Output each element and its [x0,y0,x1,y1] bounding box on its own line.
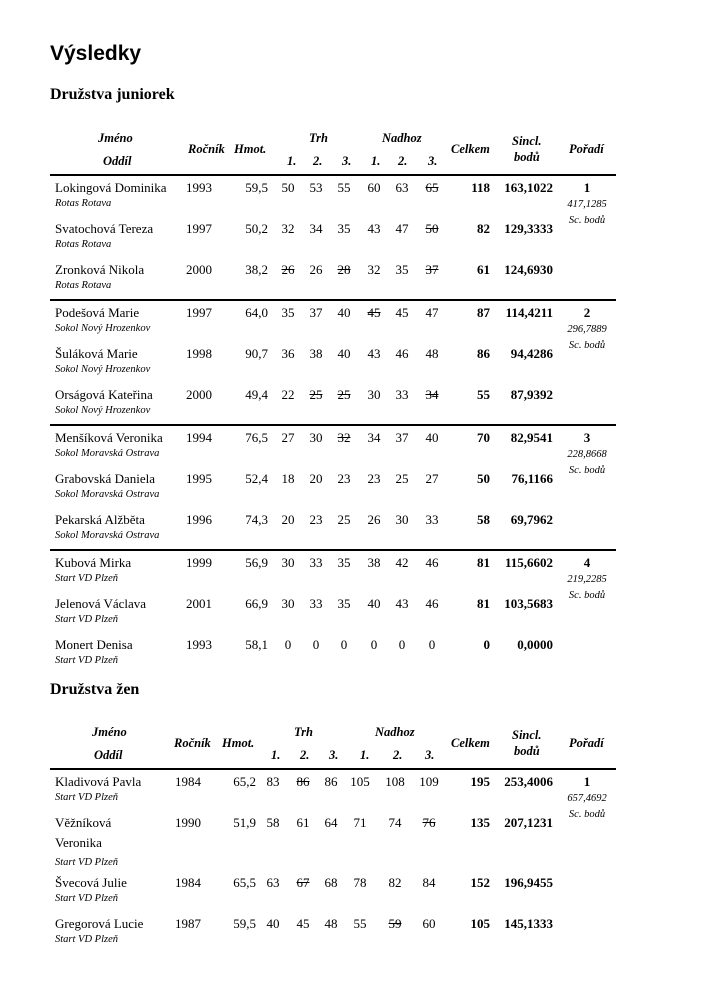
snatch-attempt-2: 23 [309,512,323,527]
athlete-total: 70 [477,430,490,445]
clean-jerk-attempt-1: 0 [370,637,378,652]
table-row [50,633,616,674]
athlete-name: Kladivová Pavla [55,774,142,789]
snatch-attempt-2: 26 [309,262,323,277]
snatch-attempt-2: 33 [309,596,323,611]
clean-jerk-attempt-1: 26 [367,512,381,527]
clean-jerk-attempt-3: 33 [425,512,439,527]
team-points: 219,2285 [567,574,607,585]
athlete-name-cont: Veronika [55,835,102,850]
header-rank: Pořadí [569,142,604,156]
header-attempt-cj-2: 2. [393,748,403,762]
athlete-bodyweight: 52,4 [245,471,268,486]
athlete-bodyweight: 65,5 [233,875,256,890]
athlete-bodyweight: 51,9 [233,815,256,830]
snatch-attempt-3: 28 [337,262,351,277]
clean-jerk-attempt-2: 33 [395,387,409,402]
athlete-total: 135 [470,815,490,830]
athlete-name: Podešová Marie [55,305,140,320]
athlete-year: 1993 [186,637,212,652]
athlete-bodyweight: 74,3 [245,512,268,527]
snatch-attempt-2: 34 [309,221,323,236]
snatch-attempt-3: 48 [324,916,338,931]
results-table-juniors [50,122,616,674]
athlete-sinclair: 163,1022 [504,180,553,195]
clean-jerk-attempt-1: 34 [367,430,381,445]
table-row [50,508,616,549]
clean-jerk-attempt-3: 46 [425,555,439,570]
clean-jerk-attempt-3: 109 [419,774,439,789]
athlete-name: Švecová Julie [55,875,127,890]
athlete-club: Sokol Nový Hrozenkov [55,323,151,334]
athlete-sinclair: 76,1166 [511,471,553,486]
athlete-total: 87 [477,305,490,320]
athlete-year: 1999 [186,555,212,570]
header-clean-jerk: Nadhoz [382,131,422,145]
snatch-attempt-1: 26 [281,262,295,277]
athlete-bodyweight: 56,9 [245,555,268,570]
clean-jerk-attempt-3: 37 [425,262,439,277]
table-header [50,716,616,768]
clean-jerk-attempt-1: 23 [367,471,381,486]
team-rank: 2 [583,305,591,320]
athlete-sinclair: 82,9541 [510,430,553,445]
athlete-name: Gregorová Lucie [55,916,144,931]
athlete-club: Rotas Rotava [55,198,112,209]
athlete-club: Sokol Moravská Ostrava [55,448,160,459]
athlete-year: 1995 [186,471,212,486]
athlete-total: 105 [470,916,490,931]
clean-jerk-attempt-2: 30 [395,512,409,527]
snatch-attempt-1: 58 [266,815,280,830]
header-clean-jerk: Nadhoz [375,725,415,739]
athlete-name: Kubová Mirka [55,555,132,570]
header-snatch: Trh [294,725,313,739]
clean-jerk-attempt-3: 84 [422,875,436,890]
clean-jerk-attempt-1: 105 [350,774,370,789]
snatch-attempt-3: 86 [324,774,338,789]
header-club: Oddíl [94,748,123,762]
athlete-year: 1990 [175,815,201,830]
snatch-attempt-1: 36 [281,346,295,361]
athlete-bodyweight: 59,5 [245,180,268,195]
clean-jerk-attempt-3: 34 [425,387,439,402]
team-block [50,176,616,299]
athlete-club: Start VD Plzeň [55,893,118,904]
snatch-attempt-1: 63 [266,875,280,890]
athlete-total: 82 [477,221,490,236]
snatch-attempt-1: 20 [281,512,295,527]
snatch-attempt-3: 68 [324,875,338,890]
team-points-label: Sc. bodů [568,340,606,351]
team-points: 296,7889 [567,324,607,335]
athlete-name: Lokingová Dominika [55,180,167,195]
snatch-attempt-2: 25 [309,387,323,402]
clean-jerk-attempt-2: 108 [385,774,405,789]
snatch-attempt-2: 0 [312,637,320,652]
snatch-attempt-2: 45 [296,916,310,931]
athlete-club: Start VD Plzeň [55,573,118,584]
athlete-sinclair: 114,4211 [505,305,553,320]
table-header [50,122,616,174]
header-attempt-cj-1: 1. [371,154,381,168]
clean-jerk-attempt-3: 27 [425,471,439,486]
athlete-bodyweight: 59,5 [233,916,256,931]
clean-jerk-attempt-3: 47 [425,305,439,320]
athlete-name: Svatochová Tereza [55,221,154,236]
table-row [50,383,616,424]
athlete-year: 1997 [186,305,212,320]
clean-jerk-attempt-1: 38 [367,555,381,570]
snatch-attempt-1: 83 [266,774,280,789]
team-points-label: Sc. bodů [568,215,606,226]
clean-jerk-attempt-3: 76 [422,815,436,830]
section-heading-women: Družstva žen [50,681,140,698]
clean-jerk-attempt-2: 82 [388,875,402,890]
clean-jerk-attempt-1: 78 [353,875,367,890]
clean-jerk-attempt-2: 59 [388,916,402,931]
snatch-attempt-2: 37 [309,305,323,320]
header-attempt-snatch-2: 2. [300,748,310,762]
athlete-name: Jelenová Václava [55,596,147,611]
team-rank: 4 [583,555,591,570]
table-row [50,912,616,953]
team-block [50,299,616,424]
table-row [50,217,616,258]
athlete-club: Rotas Rotava [55,280,112,291]
snatch-attempt-3: 55 [337,180,351,195]
table-row [50,176,616,217]
athlete-bodyweight: 38,2 [245,262,268,277]
header-total: Celkem [451,142,490,156]
header-attempt-cj-3: 3. [428,154,438,168]
snatch-attempt-1: 22 [281,387,295,402]
header-club: Oddíl [103,154,132,168]
header-total: Celkem [451,736,490,750]
athlete-year: 1997 [186,221,212,236]
snatch-attempt-1: 50 [281,180,295,195]
snatch-attempt-2: 38 [309,346,323,361]
snatch-attempt-3: 35 [337,555,351,570]
table-row [50,467,616,508]
team-points: 657,4692 [567,793,607,804]
snatch-attempt-1: 27 [281,430,295,445]
table-row [50,551,616,592]
clean-jerk-attempt-2: 45 [395,305,409,320]
athlete-total: 118 [471,180,490,195]
clean-jerk-attempt-2: 25 [395,471,409,486]
table-row [50,258,616,299]
athlete-name: Grabovská Daniela [55,471,155,486]
clean-jerk-attempt-3: 50 [425,221,439,236]
header-weight: Hmot. [234,142,267,156]
page-title: Výsledky [50,42,142,65]
header-sinclair-points: bodů [514,150,540,164]
header-name: Jméno [92,725,127,739]
header-weight: Hmot. [222,736,255,750]
team-rank: 1 [583,180,591,195]
header-rank: Pořadí [569,736,604,750]
header-year: Ročník [188,142,225,156]
athlete-sinclair: 0,0000 [517,637,553,652]
snatch-attempt-3: 35 [337,596,351,611]
clean-jerk-attempt-2: 42 [395,555,409,570]
header-name: Jméno [98,131,133,145]
athlete-sinclair: 69,7962 [510,512,553,527]
team-points: 228,8668 [567,449,607,460]
team-points-label: Sc. bodů [568,809,606,820]
snatch-attempt-3: 35 [337,221,351,236]
athlete-name: Věžníková [55,815,112,830]
athlete-bodyweight: 66,9 [245,596,268,611]
athlete-name: Orságová Kateřina [55,387,153,402]
athlete-name: Šuláková Marie [55,346,138,361]
clean-jerk-attempt-1: 45 [367,305,381,320]
athlete-year: 2000 [186,387,212,402]
athlete-bodyweight: 64,0 [245,305,268,320]
snatch-attempt-1: 18 [281,471,295,486]
table-row [50,770,616,811]
athlete-name: Zronková Nikola [55,262,145,277]
athlete-name: Pekarská Alžběta [55,512,145,527]
athlete-sinclair: 94,4286 [510,346,553,361]
snatch-attempt-3: 0 [340,637,348,652]
athlete-sinclair: 87,9392 [510,387,553,402]
team-points-label: Sc. bodů [568,465,606,476]
snatch-attempt-1: 40 [266,916,280,931]
clean-jerk-attempt-1: 43 [367,346,381,361]
clean-jerk-attempt-1: 40 [367,596,381,611]
athlete-bodyweight: 76,5 [245,430,268,445]
clean-jerk-attempt-3: 48 [425,346,439,361]
athlete-club: Sokol Moravská Ostrava [55,530,160,541]
table-row [50,811,616,871]
clean-jerk-attempt-3: 0 [428,637,436,652]
table-row [50,342,616,383]
athlete-year: 1987 [175,916,201,931]
athlete-total: 81 [477,555,490,570]
header-attempt-cj-3: 3. [425,748,435,762]
athlete-total: 55 [477,387,490,402]
athlete-sinclair: 196,9455 [504,875,553,890]
athlete-sinclair: 124,6930 [504,262,553,277]
clean-jerk-attempt-2: 35 [395,262,409,277]
table-row [50,871,616,912]
header-attempt-snatch-2: 2. [313,154,323,168]
athlete-club: Sokol Nový Hrozenkov [55,405,151,416]
snatch-attempt-1: 30 [281,596,295,611]
athlete-year: 1996 [186,512,212,527]
snatch-attempt-3: 25 [337,387,351,402]
snatch-attempt-2: 20 [309,471,323,486]
athlete-total: 58 [477,512,490,527]
clean-jerk-attempt-1: 55 [353,916,367,931]
clean-jerk-attempt-3: 65 [425,180,439,195]
athlete-club: Start VD Plzeň [55,857,118,868]
athlete-total: 81 [477,596,490,611]
header-sinclair: Sincl. [512,728,542,742]
snatch-attempt-3: 40 [337,346,351,361]
athlete-club: Start VD Plzeň [55,792,118,803]
clean-jerk-attempt-2: 37 [395,430,409,445]
snatch-attempt-3: 25 [337,512,351,527]
clean-jerk-attempt-3: 60 [422,916,436,931]
team-rank: 3 [583,430,591,445]
athlete-year: 1994 [186,430,212,445]
snatch-attempt-2: 86 [296,774,310,789]
header-sinclair-points: bodů [514,744,540,758]
athlete-total: 50 [477,471,490,486]
athlete-sinclair: 103,5683 [504,596,553,611]
athlete-bodyweight: 90,7 [245,346,268,361]
athlete-bodyweight: 65,2 [233,774,256,789]
snatch-attempt-3: 64 [324,815,338,830]
team-block [50,549,616,674]
table-row [50,426,616,467]
clean-jerk-attempt-1: 60 [367,180,381,195]
clean-jerk-attempt-2: 47 [395,221,409,236]
athlete-year: 2000 [186,262,212,277]
clean-jerk-attempt-1: 30 [367,387,381,402]
clean-jerk-attempt-2: 43 [395,596,409,611]
header-attempt-cj-2: 2. [398,154,408,168]
team-rank: 1 [583,774,591,789]
snatch-attempt-1: 30 [281,555,295,570]
header-attempt-snatch-1: 1. [287,154,297,168]
athlete-bodyweight: 58,1 [245,637,268,652]
clean-jerk-attempt-1: 71 [353,815,367,830]
athlete-club: Sokol Nový Hrozenkov [55,364,151,375]
clean-jerk-attempt-3: 40 [425,430,439,445]
team-block [50,770,616,953]
clean-jerk-attempt-2: 46 [395,346,409,361]
athlete-club: Sokol Moravská Ostrava [55,489,160,500]
clean-jerk-attempt-1: 32 [367,262,381,277]
clean-jerk-attempt-1: 43 [367,221,381,236]
table-row [50,301,616,342]
header-year: Ročník [174,736,211,750]
athlete-total: 195 [470,774,490,789]
clean-jerk-attempt-2: 74 [388,815,402,830]
clean-jerk-attempt-2: 63 [395,180,409,195]
athlete-sinclair: 145,1333 [504,916,553,931]
athlete-year: 1993 [186,180,212,195]
athlete-sinclair: 207,1231 [504,815,553,830]
athlete-club: Rotas Rotava [55,239,112,250]
snatch-attempt-1: 32 [281,221,295,236]
snatch-attempt-3: 40 [337,305,351,320]
athlete-total: 61 [477,262,490,277]
header-sinclair: Sincl. [512,134,542,148]
snatch-attempt-2: 53 [309,180,323,195]
header-attempt-snatch-1: 1. [271,748,281,762]
athlete-bodyweight: 50,2 [245,221,268,236]
results-table-women [50,716,616,953]
snatch-attempt-2: 67 [296,875,310,890]
team-points-label: Sc. bodů [568,590,606,601]
athlete-sinclair: 129,3333 [504,221,553,236]
header-snatch: Trh [309,131,328,145]
section-heading-juniors: Družstva juniorek [50,86,175,103]
snatch-attempt-1: 0 [284,637,292,652]
snatch-attempt-2: 30 [309,430,323,445]
athlete-name: Monert Denisa [55,637,133,652]
athlete-sinclair: 253,4006 [504,774,553,789]
athlete-bodyweight: 49,4 [245,387,268,402]
athlete-sinclair: 115,6602 [504,555,553,570]
team-points: 417,1285 [567,199,607,210]
team-block [50,424,616,549]
clean-jerk-attempt-3: 46 [425,596,439,611]
snatch-attempt-2: 61 [296,815,310,830]
snatch-attempt-1: 35 [281,305,295,320]
athlete-total: 0 [483,637,490,652]
snatch-attempt-3: 32 [337,430,351,445]
athlete-total: 86 [477,346,490,361]
athlete-year: 1998 [186,346,212,361]
athlete-club: Start VD Plzeň [55,655,118,666]
athlete-year: 1984 [175,875,201,890]
athlete-club: Start VD Plzeň [55,614,118,625]
snatch-attempt-3: 23 [337,471,351,486]
header-attempt-snatch-3: 3. [329,748,339,762]
athlete-year: 2001 [186,596,212,611]
header-attempt-snatch-3: 3. [342,154,352,168]
snatch-attempt-2: 33 [309,555,323,570]
header-attempt-cj-1: 1. [360,748,370,762]
athlete-year: 1984 [175,774,201,789]
clean-jerk-attempt-2: 0 [398,637,406,652]
table-row [50,592,616,633]
athlete-club: Start VD Plzeň [55,934,118,945]
athlete-name: Menšíková Veronika [55,430,163,445]
athlete-total: 152 [470,875,490,890]
